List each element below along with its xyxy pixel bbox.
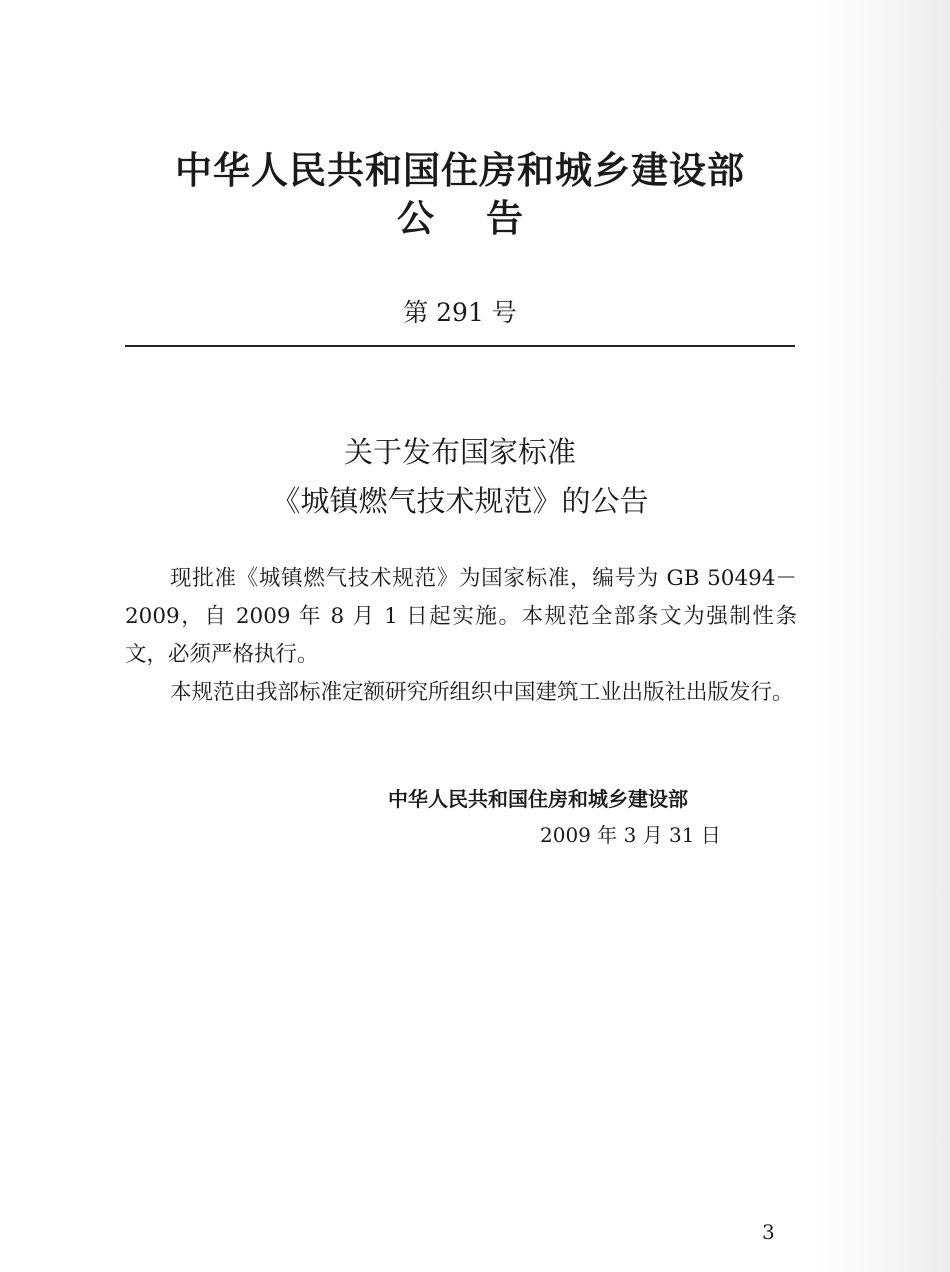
issuing-ministry: 中华人民共和国住房和城乡建设部 bbox=[175, 149, 745, 192]
body-paragraph-2: 本规范由我部标准定额研究所组织中国建筑工业出版社出版发行。 bbox=[170, 680, 794, 705]
page-number: 3 bbox=[762, 1220, 775, 1244]
title-line-1: 关于发布国家标准 bbox=[343, 435, 576, 469]
announcement-heading: 公告 bbox=[397, 197, 575, 240]
announcement-number: 第 291 号 bbox=[403, 298, 517, 327]
header-divider bbox=[125, 345, 795, 347]
announcement-body bbox=[125, 560, 797, 712]
body-paragraph-1: 现批准《城镇燃气技术规范》为国家标准，编号为 GB 50494－2009，自 2009 年 8 月 1 日起实施。本规范全部条文为强制性条文，必须严格执行。 bbox=[125, 566, 797, 667]
announcement-title bbox=[0, 428, 920, 526]
title-line-2: 《城镇燃气技术规范》的公告 bbox=[271, 484, 649, 518]
signature-date: 2009 年 3 月 31 日 bbox=[540, 823, 721, 847]
signature-ministry: 中华人民共和国住房和城乡建设部 bbox=[388, 787, 688, 811]
